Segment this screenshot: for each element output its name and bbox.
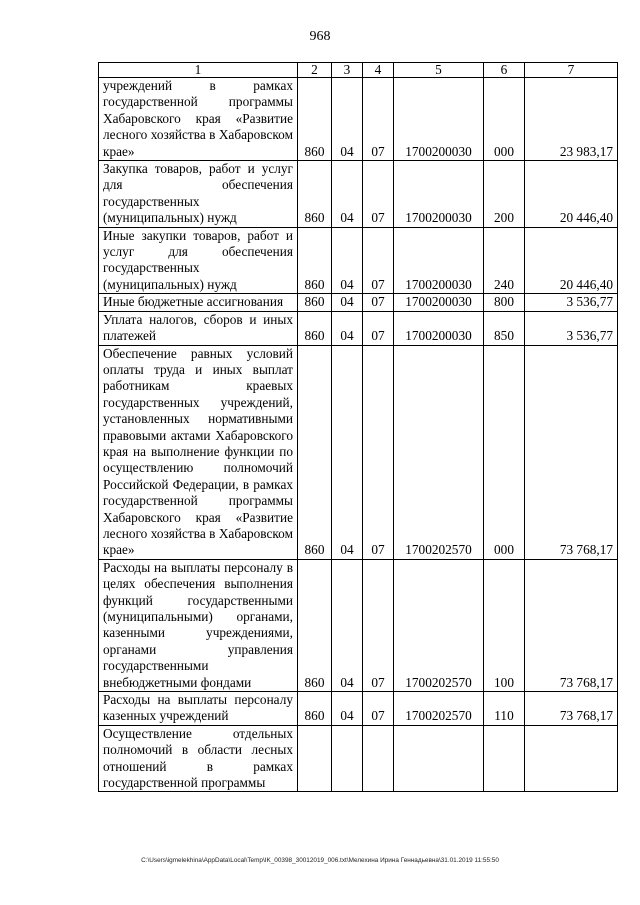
section-code: 04 [332,692,363,726]
table-row [99,692,618,726]
subsection-code: 07 [363,161,394,228]
table-row [99,227,618,294]
table-row [99,294,618,311]
subsection-code: 07 [363,345,394,559]
column-header: 1 [99,63,298,78]
admin-code: 860 [298,294,332,311]
subsection-code: 07 [363,78,394,161]
amount: 23 983,17 [525,78,618,161]
section-code: 04 [332,161,363,228]
table-row [99,559,618,691]
subsection-code: 07 [363,294,394,311]
amount: 73 768,17 [525,559,618,691]
page-number: 968 [309,29,331,44]
section-code: 04 [332,78,363,161]
target-article-code: 1700202570 [394,692,484,726]
expense-type-code: 100 [484,559,525,691]
column-header: 3 [332,63,363,78]
table-row [99,725,618,792]
row-description: Иные закупки товаров, работ и услуг для обеспечения государственных (муниципальных) нужд [99,227,298,294]
target-article-code: 1700202570 [394,345,484,559]
subsection-code: 07 [363,311,394,345]
amount: 20 446,40 [525,161,618,228]
section-code: 04 [332,345,363,559]
column-header: 7 [525,63,618,78]
expense-type-code: 240 [484,227,525,294]
table-row [99,161,618,228]
target-article-code: 1700200030 [394,78,484,161]
column-header: 5 [394,63,484,78]
row-description: Расходы на выплаты персоналу казенных учреждений [99,692,298,726]
admin-code: 860 [298,692,332,726]
row-description: учреждений в рамках государственной программы Хабаровского края «Развитие лесного хозяйства в Хабаровском крае» [99,78,298,161]
expense-type-code: 000 [484,78,525,161]
row-description: Осуществление отдельных полномочий в области лесных отношений в рамках государственной программы [99,725,298,792]
table-row [99,78,618,161]
section-code: 04 [332,311,363,345]
target-article-code: 1700202570 [394,559,484,691]
subsection-code: 07 [363,559,394,691]
target-article-code: 1700200030 [394,161,484,228]
section-code: 04 [332,294,363,311]
row-description: Уплата налогов, сборов и иных платежей [99,311,298,345]
amount: 73 768,17 [525,692,618,726]
admin-code [298,725,332,792]
row-description: Иные бюджетные ассигнования [99,294,298,311]
row-description: Обеспечение равных условий оплаты труда и иных выплат работникам краевых государственных учреждений, установленных нормативными правовыми актами Хабаровского края на выполнение функции по осуществлению полномочий Российской Федерации, в рамках государственной программы Хабаровского края «Развитие лесного хозяйства в Хабаровском крае» [99,345,298,559]
section-code: 04 [332,227,363,294]
row-description: Расходы на выплаты персоналу в целях обеспечения выполнения функций государственными (муниципальными) органами, казенными учреждениями, органами управления государственными внебюджетными фондами [99,559,298,691]
table-row [99,345,618,559]
table-header-row [99,63,618,78]
admin-code: 860 [298,161,332,228]
admin-code: 860 [298,559,332,691]
subsection-code: 07 [363,227,394,294]
target-article-code [394,725,484,792]
expense-type-code [484,725,525,792]
amount [525,725,618,792]
table-row [99,311,618,345]
admin-code: 860 [298,78,332,161]
expense-type-code: 000 [484,345,525,559]
file-path-footer: C:\Users\igmelekhina\AppData\Local\Temp\IK_00398_30012019_006.txt\Мелехина Ирина Геннадьевна\31.01.2019 11:55:50 [141,857,499,864]
row-description: Закупка товаров, работ и услуг для обеспечения государственных (муниципальных) нужд [99,161,298,228]
target-article-code: 1700200030 [394,294,484,311]
column-header: 4 [363,63,394,78]
admin-code: 860 [298,345,332,559]
admin-code: 860 [298,311,332,345]
column-header: 6 [484,63,525,78]
section-code [332,725,363,792]
admin-code: 860 [298,227,332,294]
expense-type-code: 110 [484,692,525,726]
subsection-code: 07 [363,692,394,726]
amount: 73 768,17 [525,345,618,559]
amount: 3 536,77 [525,311,618,345]
target-article-code: 1700200030 [394,227,484,294]
expense-type-code: 200 [484,161,525,228]
budget-table [98,62,618,792]
expense-type-code: 800 [484,294,525,311]
column-header: 2 [298,63,332,78]
subsection-code [363,725,394,792]
amount: 20 446,40 [525,227,618,294]
expense-type-code: 850 [484,311,525,345]
target-article-code: 1700200030 [394,311,484,345]
amount: 3 536,77 [525,294,618,311]
section-code: 04 [332,559,363,691]
